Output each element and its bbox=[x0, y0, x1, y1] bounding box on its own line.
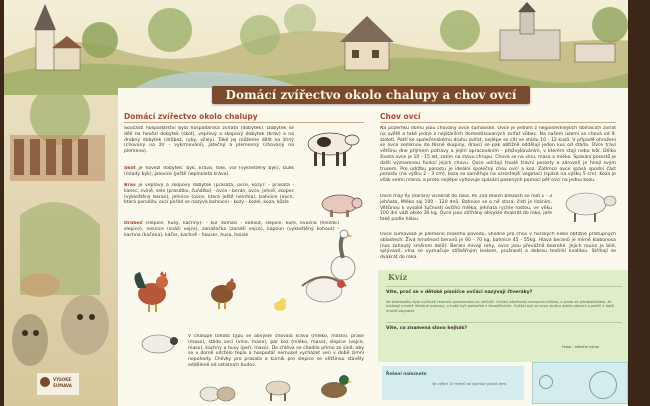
rooster-illustration bbox=[130, 268, 176, 314]
quiz-answer-1: Ve středověku bylo ovčácké řemeslo považováno za nečisté. Ovčáci ošetřovali nemocná zvířata, a proto se předpokládalo, že ovládají mnohé léčebné postupy, a tudíž byli podezřelí z čarodějnictví. Ovčáci byli za svou službu dobře placeni a patřili k lepší vrstvě obyvatel. bbox=[386, 300, 615, 313]
right-heading-rule bbox=[380, 122, 616, 123]
skot-term: Skot bbox=[124, 166, 136, 171]
landscape-illustration bbox=[0, 0, 650, 100]
quiz-divider-2 bbox=[386, 322, 622, 323]
hen-illustration bbox=[208, 276, 238, 310]
intro-paragraph bbox=[124, 126, 294, 166]
sheep-paragraph-1 bbox=[380, 126, 616, 190]
duck-illustration bbox=[318, 370, 352, 402]
logo-line-2: ŠUMAVA bbox=[53, 383, 72, 388]
drubez-term: Drůbež bbox=[124, 221, 143, 226]
page-title: Domácí zvířectvo okolo chalupy a chov ovcí bbox=[225, 88, 517, 102]
kid-goat-illustration bbox=[260, 374, 296, 402]
frame-left bbox=[0, 0, 4, 406]
drubez-paragraph bbox=[124, 221, 339, 255]
right-heading: Chov ovcí bbox=[380, 112, 421, 121]
sheep-small-illustration bbox=[136, 330, 182, 360]
solution-label: Řešení naleznete bbox=[386, 371, 427, 376]
quiz-answer-2: Husa - nářeční výraz bbox=[562, 345, 599, 349]
circle-icon bbox=[539, 375, 553, 389]
quiz-title: Kvíz bbox=[388, 272, 408, 282]
brav-term: Brav bbox=[124, 183, 136, 188]
skot-text: je hovězí dobytek: býk, kráva, tele, vůl (vykleštěný býk), bulík (mladý býk), jalovice (ještě neplnoletá kráva). bbox=[124, 166, 294, 177]
quiz-question-2: Víte, co znamená slovo kejhák? bbox=[386, 326, 468, 331]
logo bbox=[36, 372, 80, 396]
info-panel bbox=[532, 362, 628, 404]
chalupa-paragraph bbox=[188, 334, 364, 374]
title-banner bbox=[212, 86, 530, 104]
pig-illustration bbox=[318, 190, 364, 220]
intro-text: Součástí hospodářství byla hospodářská zvířata (dobytek). Dobytek se dělí na hovězí dobytek (skot), vepřový a skopový dobytek (brav) a na drobný dobytek (drůbež, ryby, včely). Také jej můžeme dělit na žírný (chovaný na žír - vykrmování), jatečný a plemenný (chovaný na plemeno). bbox=[124, 126, 294, 155]
sheep-text-1: Na pozemku domu jsou chovány ovce šumavské. Ovce je jedním z nejposlednějších domácích zvířat na světě a také jedno z nejstarších domestikovaných zvířat vůbec. Na našem území se chová od 9. století. Patří ke společenskému druhu zvířat, nejlépe se cítí ve stádu 10 - 12 kusů. V případě ohrožení se ovce semknou do těsné skupiny, dravci se pak obtížně oddělují jeden kus od stáda. Ovce tráví většinu dne příjmem potravy a jejím opracováním - přežvykováním, v kterém stojí nebo leží. Délka života ovce je 10 - 15 let, zatím na stavu chrupu. Chová se na vlnu, maso a mléko. Spásání porostů je další významnou funkcí jejich chovu. Ovce udržují trvalé travní porosty a zároveň je hnojí svým trusem. Pro údržbu porostu je ideální společný chov ovcí a koz. Zatímco ovce spásá spodní část porostu (na výšku 2 - 3 cm), koza se zaměřuje na vzrostlejší vegetaci (spásá na výšku 5 cm). Koza je však velmi mlsná, a proto nejlépe vyhovuje spásání pasených pomocí pět ovcí na jednu kozu. bbox=[380, 126, 616, 184]
sheep-text-3: Ovce šumavská je plemeno českého původu, vhodné pro chov v horských nebo obtížně přístupných oblastech. Živá hmotnost beranů je 60 - 70 kg, bahnice 45 - 55kg. Hlava beranů je mírně klabonosa (nos zahnutý směrem dolů). Berani mívají rohy, ovce jsou převážně bezrohé. Jejich rouno je bílé, splývavé, vlna se vyznačuje střiběřným leskem, pružností a dobrou textilní kvalitou. Stříhají se dvakrát do roka. bbox=[380, 232, 616, 261]
quiz-question-1: Víte, proč se v dětské písničce ovčáci nazývají čtveráky? bbox=[386, 290, 533, 295]
frame-right bbox=[628, 0, 650, 406]
sheep-text-2: Ovce mají fiji (hárání) vícekrát do roka. Po 150 dnech březosti se rodí 1 - 3 jehňata. Mléko saj 100 - 120 dnů. Bahnice se o ně stará, čistí je lízáním. Většinou k vysoké tučnosti ovčího mléka, jehňata rychle rostou, ve věku 100 dní váží okolo 30 kg. Ovce jsou stříhány obvykle dvakrát do roka, jaře také podle hlásu. bbox=[380, 194, 552, 223]
chick-illustration bbox=[272, 296, 288, 312]
solution-box bbox=[382, 366, 524, 400]
cow-illustration bbox=[296, 124, 362, 170]
quiz-divider-1 bbox=[386, 286, 622, 287]
solution-text: Ve výšce 13 metrů se nachází pravá zem. bbox=[432, 382, 508, 386]
left-heading: Domácí zvířectvo okolo chalupy bbox=[124, 112, 258, 121]
skot-paragraph bbox=[124, 166, 294, 182]
left-side-illustration bbox=[0, 95, 118, 406]
sheep-illustration bbox=[560, 188, 618, 224]
sheep-paragraph-2 bbox=[380, 194, 552, 230]
rabbits-illustration bbox=[196, 376, 238, 404]
brav-text: je vepřový a skopový dobytek (prasata, ovce, kozy): - prasata - kanec, svině, sele (prasátko, čuňátko) - ovce - beran, ovce, jehně, skopec (vykleštěný beran), jehnice (ovce, která ještě nevrhla), bahnice (ovce, která porodila, ovcí pořád se nazývá bahnice) - kozy - kozel, koza, kůzle bbox=[124, 183, 294, 206]
logo-line-1: VYSOKÉ bbox=[53, 377, 72, 382]
logo-mark-icon bbox=[40, 377, 50, 387]
chalupa-text: V chalupě tohoto typu se obvykle chovala kráva (mléko, máslo), prase (maso), stádo ovcí (vlna, maso), pár koz (mléko, maso), slepice (vejce, maso), kachny a husy (peří, maso). Do chléva se chodilo přímo ze síně, aby se v domě udrželo teplo a hospodář nemusel vycházet ven v době zimní nepohody. Chlívky pro prasata a kurník pro slepice se většinou stavěly odděleně od ostatních budov. bbox=[188, 334, 364, 368]
circle-icon bbox=[589, 371, 617, 399]
left-heading-rule bbox=[124, 122, 364, 123]
sheep-paragraph-3 bbox=[380, 232, 616, 266]
turkey-illustration bbox=[296, 268, 352, 308]
brav-paragraph bbox=[124, 183, 294, 219]
drubez-text: (slepice, husy, kachny): - kur domácí - kohout, slepice, kuře, kvočna (hnízdící slepice), nosnice (snáší vejce), zanášečka (zanáší vejce), kapoun (vykleštěný kohout) - kachna (kačena), kačer, kachně - houser, husa, house bbox=[124, 221, 339, 238]
